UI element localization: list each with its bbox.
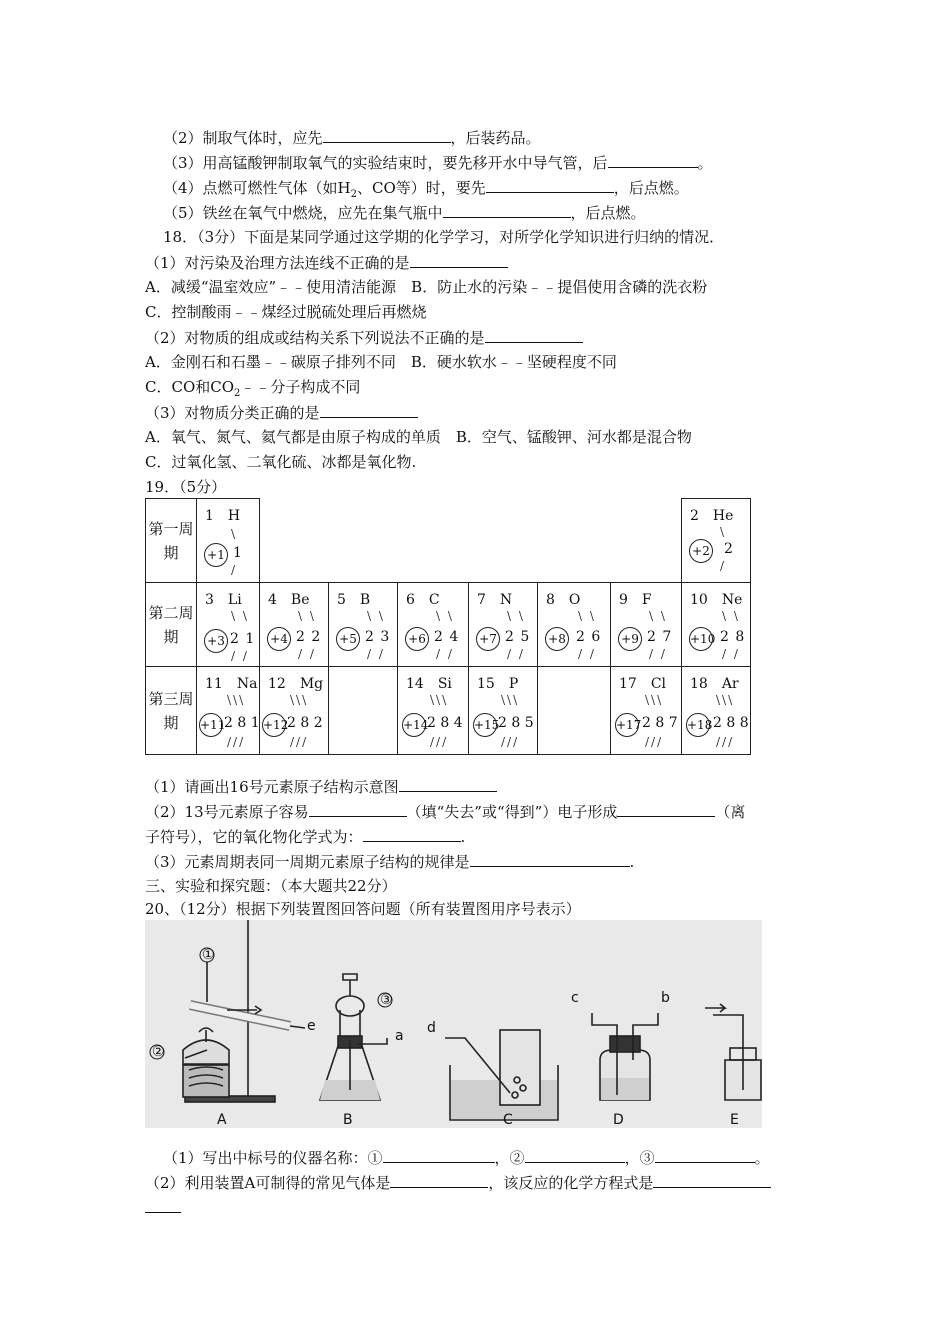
q17-line-4: （4）点燃可燃性气体（如$H_2$、CO等）时，要先 ，后点燃。 [163, 179, 689, 200]
blank[interactable] [443, 202, 571, 218]
section-3-heading: 三、实验和探究题：（本大题共22分） [145, 877, 397, 895]
blank[interactable] [383, 1147, 495, 1163]
q20-s2: （2）利用装置A可制得的常见气体是 ，该反应的化学方程式是 [145, 1172, 771, 1193]
label-e: e [307, 1018, 316, 1034]
q18-s2: （2）对物质的组成或结构关系下列说法不正确的是 [145, 327, 583, 348]
periodic-table [145, 498, 751, 755]
q19-title: 19．（5分） [145, 478, 227, 496]
element-cell-b: 5 B \ \ +5 2 3 / / [329, 583, 398, 667]
element-cell-f: 9 F \ \ +9 2 7 / / [611, 583, 682, 667]
q18-s3-ab: A．氧气、氮气、氦气都是由原子构成的单质 B．空气、锰酸钾、河水都是混合物 [145, 428, 692, 446]
blank[interactable] [363, 826, 461, 842]
label-B: B [343, 1112, 353, 1128]
blank[interactable] [617, 801, 715, 817]
label-b: b [661, 990, 670, 1006]
label-C: C [503, 1112, 513, 1128]
q19-s1: （1）请画出16号元素原子结构示意图 [145, 776, 497, 797]
blank[interactable] [470, 851, 630, 867]
label-E: E [730, 1112, 739, 1128]
blank[interactable] [410, 252, 508, 268]
element-cell-ne: 10 Ne \ \ +10 2 8 / / [682, 583, 751, 667]
q17-line-2: （2）制取气体时，应先 ，后装药品。 [163, 129, 541, 147]
label-circle-1: ① [202, 947, 215, 963]
blank[interactable] [399, 776, 497, 792]
blank[interactable] [320, 402, 418, 418]
element-cell-si: 14 Si \\\ +14 2 8 4 /// [398, 667, 469, 755]
q19-s2: （2）13号元素原子容易 （填“失去”或“得到”）电子形成 （离 [145, 803, 746, 821]
blank[interactable] [323, 127, 451, 143]
element-cell-empty-al [329, 667, 398, 755]
q17-line-3: （3）用高锰酸钾制取氧气的实验结束时，要先移开水中导气管，后 。 [163, 154, 713, 172]
apparatus-figure [145, 920, 762, 1128]
period-2-label: 第二周期 [146, 583, 197, 667]
label-D: D [613, 1112, 624, 1128]
element-cell-ar: 18 Ar \\\ +18 2 8 8 /// [682, 667, 751, 755]
q18-title: 18．（3分）下面是某同学通过这学期的化学学习，对所学化学知识进行归纳的情况． [163, 228, 725, 246]
q20-title: 20、（12分）根据下列装置图回答问题（所有装置图用序号表示） [145, 900, 581, 918]
q17-line-5: （5）铁丝在氧气中燃烧，应先在集气瓶中 ，后点燃。 [163, 204, 646, 222]
period-3-label: 第三周期 [146, 667, 197, 755]
element-cell-na: 11 Na \\\ +11 2 8 1 /// [197, 667, 260, 755]
element-cell-h: 1 H +1 \ 1 / [197, 499, 260, 583]
element-cell-o: 8 O \ \ +8 2 6 / / [538, 583, 611, 667]
blank[interactable] [486, 177, 614, 193]
q19-s3: （3）元素周期表同一周期元素原子结构的规律是 . [145, 853, 635, 871]
period-1-label: 第一周期 [146, 499, 197, 583]
element-cell-empty-s [538, 667, 611, 755]
element-cell-p: 15 P \\\ +15 2 8 5 /// [469, 667, 538, 755]
blank[interactable] [390, 1172, 488, 1188]
blank[interactable] [525, 1147, 625, 1163]
label-c: c [571, 990, 579, 1006]
element-cell-c: 6 C \ \ +6 2 4 / / [398, 583, 469, 667]
label-a: a [395, 1028, 404, 1044]
q20-s1: （1）写出中标号的仪器名称：① ，② ，③ 。 [163, 1149, 770, 1167]
q18-s3-c: C．过氧化氢、二氧化硫、冰都是氧化物. [145, 453, 417, 471]
q18-s2-ab: A．金刚石和石墨﹣﹣碳原子排列不同 B．硬水软水﹣﹣坚硬程度不同 [145, 353, 617, 371]
label-circle-3: ③ [380, 992, 393, 1008]
element-cell-li: 3 Li \ \ +3 2 1 / / [197, 583, 260, 667]
blank[interactable] [655, 1147, 755, 1163]
q18-s1: （1）对污染及治理方法连线不正确的是 [145, 252, 508, 273]
element-cell-be: 4 Be \ \ +4 2 2 / / [260, 583, 329, 667]
element-cell-cl: 17 Cl \\\ +17 2 8 7 /// [611, 667, 682, 755]
q20-s2-cont [145, 1197, 181, 1218]
label-d: d [427, 1020, 436, 1036]
blank[interactable] [485, 327, 583, 343]
blank[interactable] [309, 801, 407, 817]
blank[interactable] [145, 1197, 181, 1213]
q18-s1-c: C．控制酸雨﹣﹣煤经过脱硫处理后再燃烧 [145, 303, 427, 321]
blank[interactable] [608, 152, 698, 168]
label-circle-2: ② [152, 1044, 165, 1060]
q18-s1-ab: A．减缓“温室效应”﹣﹣使用清洁能源 B．防止水的污染﹣﹣提倡使用含磷的洗衣粉 [145, 278, 708, 296]
empty-gap [260, 499, 682, 583]
q18-s2-c: C．CO和$CO_2﹣﹣$分子构成不同 [145, 378, 361, 399]
label-A: A [217, 1112, 227, 1128]
q19-s2-cont: 子符号），它的氧化物化学式为： . [145, 828, 466, 846]
blank[interactable] [653, 1172, 771, 1188]
element-cell-mg: 12 Mg \\\ +12 2 8 2 /// [260, 667, 329, 755]
apparatus-drawing [145, 920, 762, 1128]
element-cell-n: 7 N \ \ +7 2 5 / / [469, 583, 538, 667]
element-cell-he: 2 He +2 \ 2 / [682, 499, 751, 583]
q18-s3: （3）对物质分类正确的是 [145, 402, 418, 423]
